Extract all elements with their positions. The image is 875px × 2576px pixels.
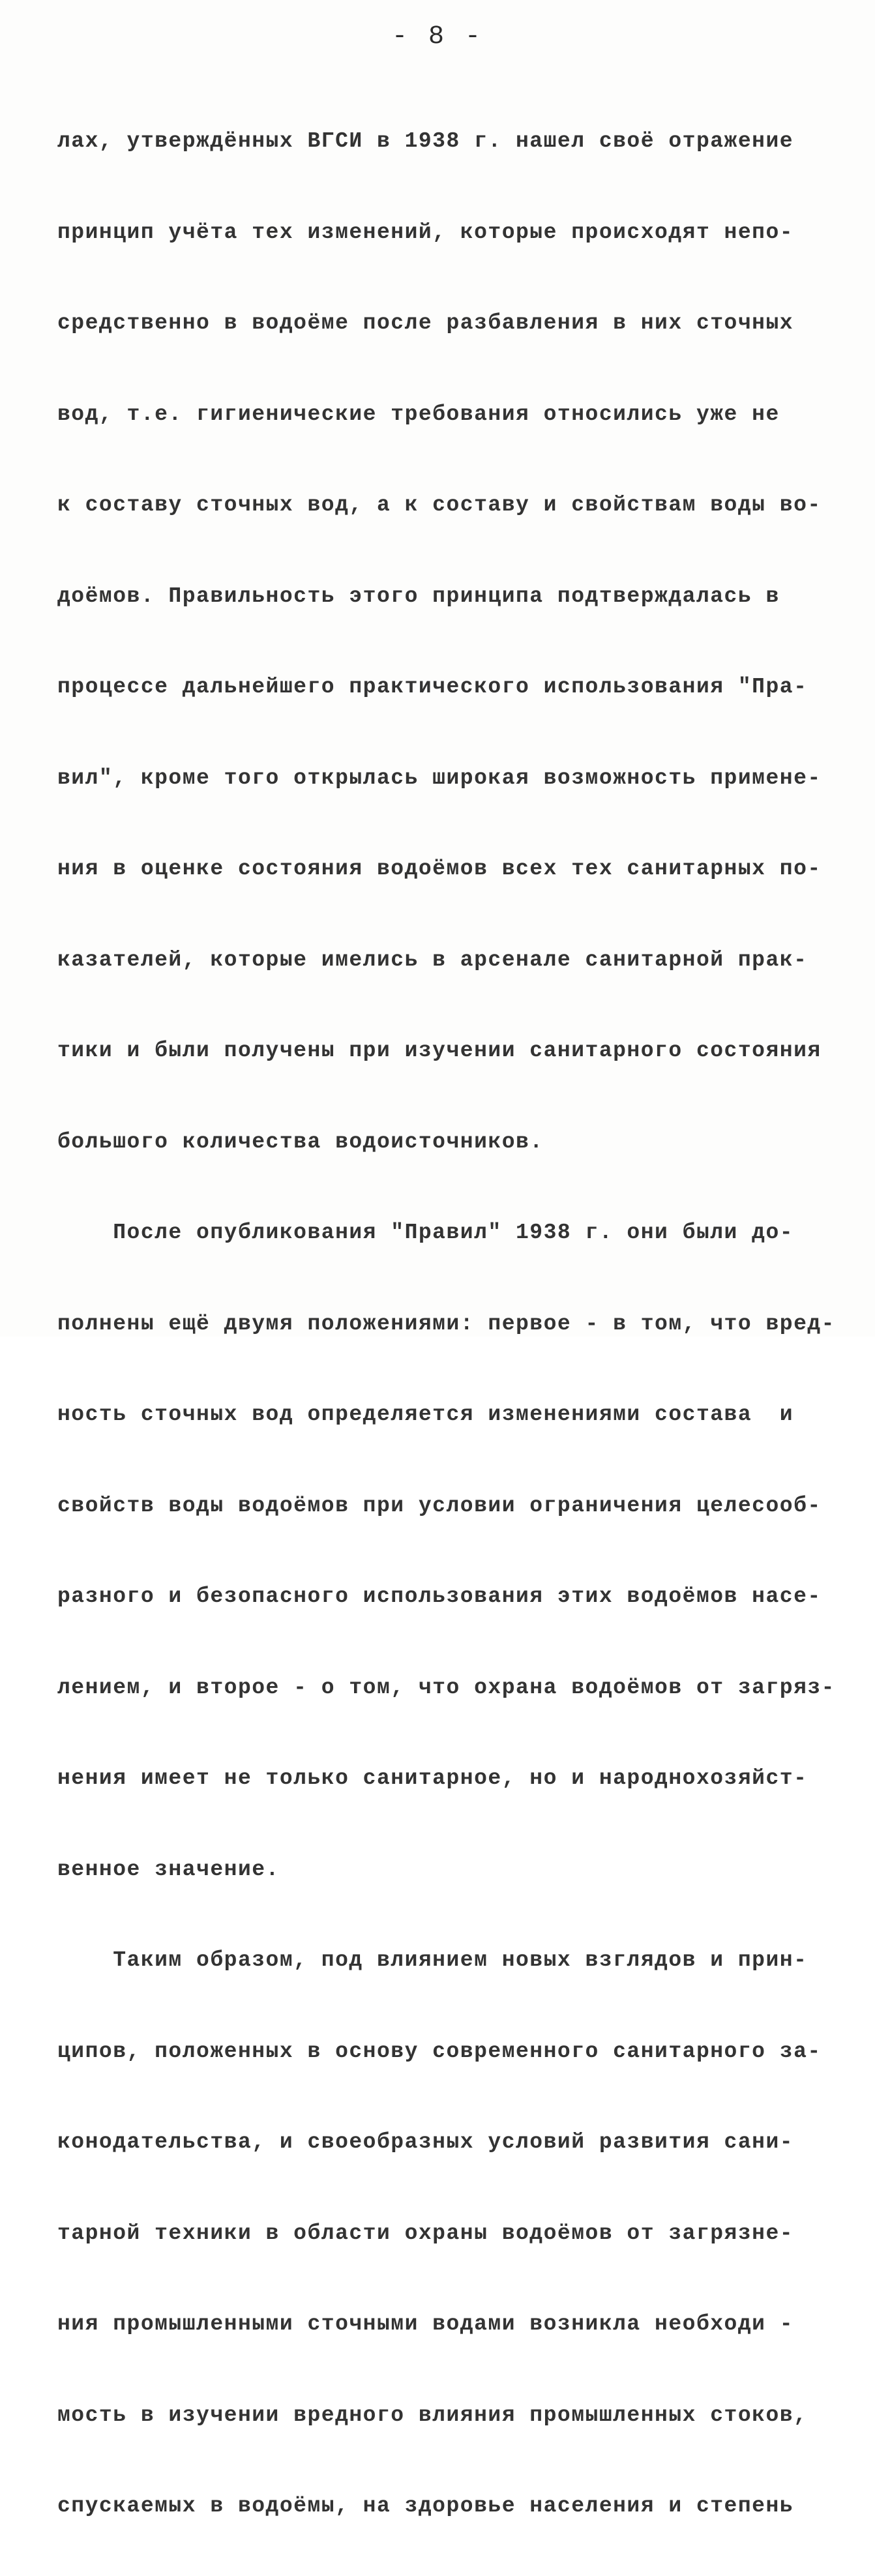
text-line: спускаемых в водоёмы, на здоровье населения и степень	[57, 2494, 794, 2518]
text-line: большого количества водоисточников.	[57, 1129, 544, 1154]
text-line: лением, и второе - о том, что охрана водоёмов от загряз-	[57, 1675, 835, 1700]
text-line: принцип учёта тех изменений, которые происходят непо-	[57, 220, 794, 244]
text-line: ципов, положенных в основу современного санитарного за-	[57, 2039, 822, 2064]
text-line: венное значение.	[57, 1857, 280, 1882]
text-line: процессе дальнейшего практического использования "Пра-	[57, 675, 808, 699]
text-line: доёмов. Правильность этого принципа подтверждалась в	[57, 584, 780, 608]
text-line: ния в оценке состояния водоёмов всех тех санитарных по-	[57, 857, 822, 881]
text-line: После опубликования "Правил" 1938 г. они были до-	[57, 1221, 794, 1245]
body-text	[57, 72, 835, 2576]
text-line: конодательства, и своеобразных условий развития сани-	[57, 2130, 794, 2154]
text-line: свойств воды водоёмов при условии ограничения целесооб-	[57, 1493, 822, 1518]
text-line: нения имеет не только санитарное, но и народнохозяйст-	[57, 1766, 808, 1790]
text-line: тики и были получены при изучении санитарного состояния	[57, 1039, 822, 1063]
text-line: ния промышленными сточными водами возникла необходи -	[57, 2312, 794, 2336]
text-line: вил", кроме того открылась широкая возможность примене-	[57, 765, 822, 790]
text-line: средственно в водоёме после разбавления в них сточных	[57, 311, 794, 335]
text-line: казателей, которые имелись в арсенале санитарной прак-	[57, 947, 808, 972]
text-line: ность сточных вод определяется изменениями состава и	[57, 1402, 794, 1427]
page-number: - 8 -	[391, 22, 484, 52]
text-line: тарной техники в области охраны водоёмов от загрязне-	[57, 2221, 794, 2245]
text-line: к составу сточных вод, а к составу и свойствам воды во-	[57, 493, 822, 517]
text-line: полнены ещё двумя положениями: первое - в том, что вред-	[57, 1311, 835, 1336]
text-line: вод, т.е. гигиенические требования относились уже не	[57, 402, 780, 426]
text-line: мость в изучении вредного влияния промышленных стоков,	[57, 2403, 808, 2427]
text-line: разного и безопасного использования этих водоёмов насе-	[57, 1584, 822, 1608]
text-line: лах, утверждённых ВГСИ в 1938 г. нашел своё отражение	[57, 129, 794, 153]
text-line: Таким образом, под влиянием новых взглядов и прин-	[57, 1948, 808, 1972]
